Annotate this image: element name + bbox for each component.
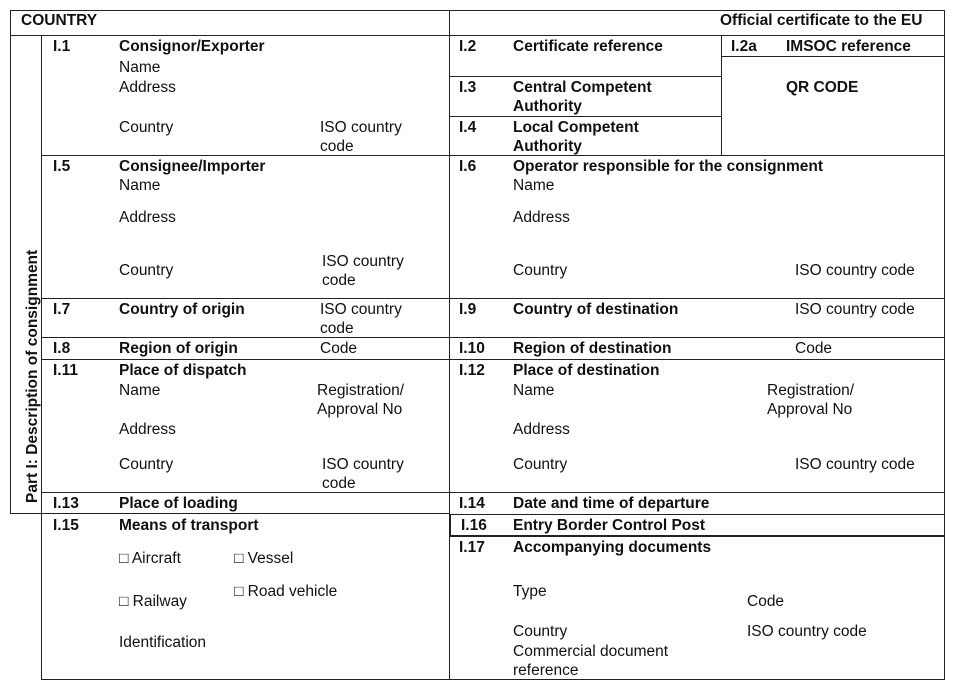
i15-identification-label: Identification bbox=[119, 634, 207, 651]
i5-address-label: Address bbox=[119, 209, 176, 226]
rule-row-i7 bbox=[41, 298, 944, 299]
header-title: Official certificate to the EU bbox=[720, 12, 923, 29]
i11-approval-label: Approval No bbox=[317, 401, 403, 418]
i14-num: I.14 bbox=[459, 495, 485, 512]
i6-name-label: Name bbox=[513, 177, 555, 194]
i5-iso-code-label: code bbox=[322, 272, 356, 289]
i8-num: I.8 bbox=[53, 340, 71, 357]
i8-title: Region of origin bbox=[119, 340, 238, 357]
i6-iso-label: ISO country code bbox=[795, 262, 915, 279]
i1-title: Consignor/Exporter bbox=[119, 38, 265, 55]
rule-bottom bbox=[41, 679, 945, 680]
rule-i2a-bottom bbox=[721, 56, 944, 57]
i6-title: Operator responsible for the consignment bbox=[513, 158, 824, 175]
rule-row-i15 bbox=[10, 513, 450, 514]
i3-title-l1: Central Competent bbox=[513, 79, 652, 96]
checkbox-vessel[interactable]: □ Vessel bbox=[234, 550, 294, 567]
i12-reg-label: Registration/ bbox=[767, 382, 855, 399]
i12-approval-label: Approval No bbox=[767, 401, 853, 418]
i2a-title: IMSOC reference bbox=[786, 38, 911, 55]
i6-country-label: Country bbox=[513, 262, 568, 279]
i12-num: I.12 bbox=[459, 362, 485, 379]
i6-num: I.6 bbox=[459, 158, 477, 175]
checkbox-railway[interactable]: □ Railway bbox=[119, 593, 187, 610]
i1-iso-code-label: code bbox=[320, 138, 354, 155]
rule-i2-bottom bbox=[449, 76, 721, 77]
i10-title: Region of destination bbox=[513, 340, 672, 357]
i1-num: I.1 bbox=[53, 38, 71, 55]
i11-country-label: Country bbox=[119, 456, 174, 473]
rule-row-i5 bbox=[41, 155, 944, 156]
i9-num: I.9 bbox=[459, 301, 477, 318]
i13-num: I.13 bbox=[53, 495, 79, 512]
i17-comm-label-l1: Commercial document bbox=[513, 643, 669, 660]
i17-title: Accompanying documents bbox=[513, 539, 712, 556]
i10-num: I.10 bbox=[459, 340, 485, 357]
rule-row-i17 bbox=[449, 536, 945, 537]
i1-name-label: Name bbox=[119, 59, 161, 76]
i11-address-label: Address bbox=[119, 421, 176, 438]
i14-title: Date and time of departure bbox=[513, 495, 710, 512]
i5-num: I.5 bbox=[53, 158, 71, 175]
i10-code-label: Code bbox=[795, 340, 833, 357]
rule-i2a-left bbox=[721, 35, 722, 156]
i17-comm-label-l2: reference bbox=[513, 662, 579, 679]
checkbox-road-vehicle[interactable]: □ Road vehicle bbox=[234, 583, 338, 600]
i5-country-label: Country bbox=[119, 262, 174, 279]
i12-title: Place of destination bbox=[513, 362, 660, 379]
i7-iso-label: ISO country bbox=[320, 301, 402, 318]
i5-iso-label: ISO country bbox=[322, 253, 404, 270]
i11-iso-code-label: code bbox=[322, 475, 356, 492]
i5-title: Consignee/Importer bbox=[119, 158, 266, 175]
i17-num: I.17 bbox=[459, 539, 485, 556]
i17-iso-label: ISO country code bbox=[747, 623, 867, 640]
i2-title: Certificate reference bbox=[513, 38, 663, 55]
i3-num: I.3 bbox=[459, 79, 477, 96]
rule-center bbox=[449, 10, 450, 680]
i16-num: I.16 bbox=[461, 517, 487, 534]
part-label: Part I: Description of consignment bbox=[24, 249, 41, 503]
i12-address-label: Address bbox=[513, 421, 570, 438]
i7-title: Country of origin bbox=[119, 301, 245, 318]
i8-code-label: Code bbox=[320, 340, 358, 357]
rule-row-i8 bbox=[41, 337, 944, 338]
header-country: COUNTRY bbox=[21, 12, 98, 29]
i17-type-label: Type bbox=[513, 583, 547, 600]
i11-title: Place of dispatch bbox=[119, 362, 247, 379]
i11-num: I.11 bbox=[53, 362, 78, 379]
i7-iso-code-label: code bbox=[320, 320, 354, 337]
rule-header-bottom bbox=[10, 35, 944, 36]
i4-title-l2: Authority bbox=[513, 138, 582, 155]
i9-title: Country of destination bbox=[513, 301, 679, 318]
i11-iso-label: ISO country bbox=[322, 456, 404, 473]
i11-name-label: Name bbox=[119, 382, 161, 399]
i16-title: Entry Border Control Post bbox=[513, 517, 706, 534]
rule-right-outer bbox=[944, 10, 945, 680]
i1-address-label: Address bbox=[119, 79, 176, 96]
checkbox-aircraft[interactable]: □ Aircraft bbox=[119, 550, 181, 567]
i15-num: I.15 bbox=[53, 517, 79, 534]
i2-num: I.2 bbox=[459, 38, 477, 55]
i12-country-label: Country bbox=[513, 456, 568, 473]
rule-row-i13 bbox=[41, 492, 944, 493]
i9-iso-label: ISO country code bbox=[795, 301, 915, 318]
i4-title-l1: Local Competent bbox=[513, 119, 639, 136]
rule-i3-bottom bbox=[449, 116, 721, 117]
rule-row-i11 bbox=[41, 359, 944, 360]
i2a-num: I.2a bbox=[731, 38, 757, 55]
i3-title-l2: Authority bbox=[513, 98, 582, 115]
i1-country-label: Country bbox=[119, 119, 174, 136]
i5-name-label: Name bbox=[119, 177, 161, 194]
i1-iso-label: ISO country bbox=[320, 119, 402, 136]
qr-code-placeholder: QR CODE bbox=[786, 79, 859, 96]
i17-code-label: Code bbox=[747, 593, 785, 610]
i11-reg-label: Registration/ bbox=[317, 382, 405, 399]
i4-num: I.4 bbox=[459, 119, 477, 136]
i12-name-label: Name bbox=[513, 382, 555, 399]
i13-title: Place of loading bbox=[119, 495, 238, 512]
i12-iso-label: ISO country code bbox=[795, 456, 915, 473]
i17-country-label: Country bbox=[513, 623, 568, 640]
i7-num: I.7 bbox=[53, 301, 71, 318]
i15-title: Means of transport bbox=[119, 517, 259, 534]
rule-left-outer bbox=[10, 10, 11, 514]
i6-address-label: Address bbox=[513, 209, 570, 226]
